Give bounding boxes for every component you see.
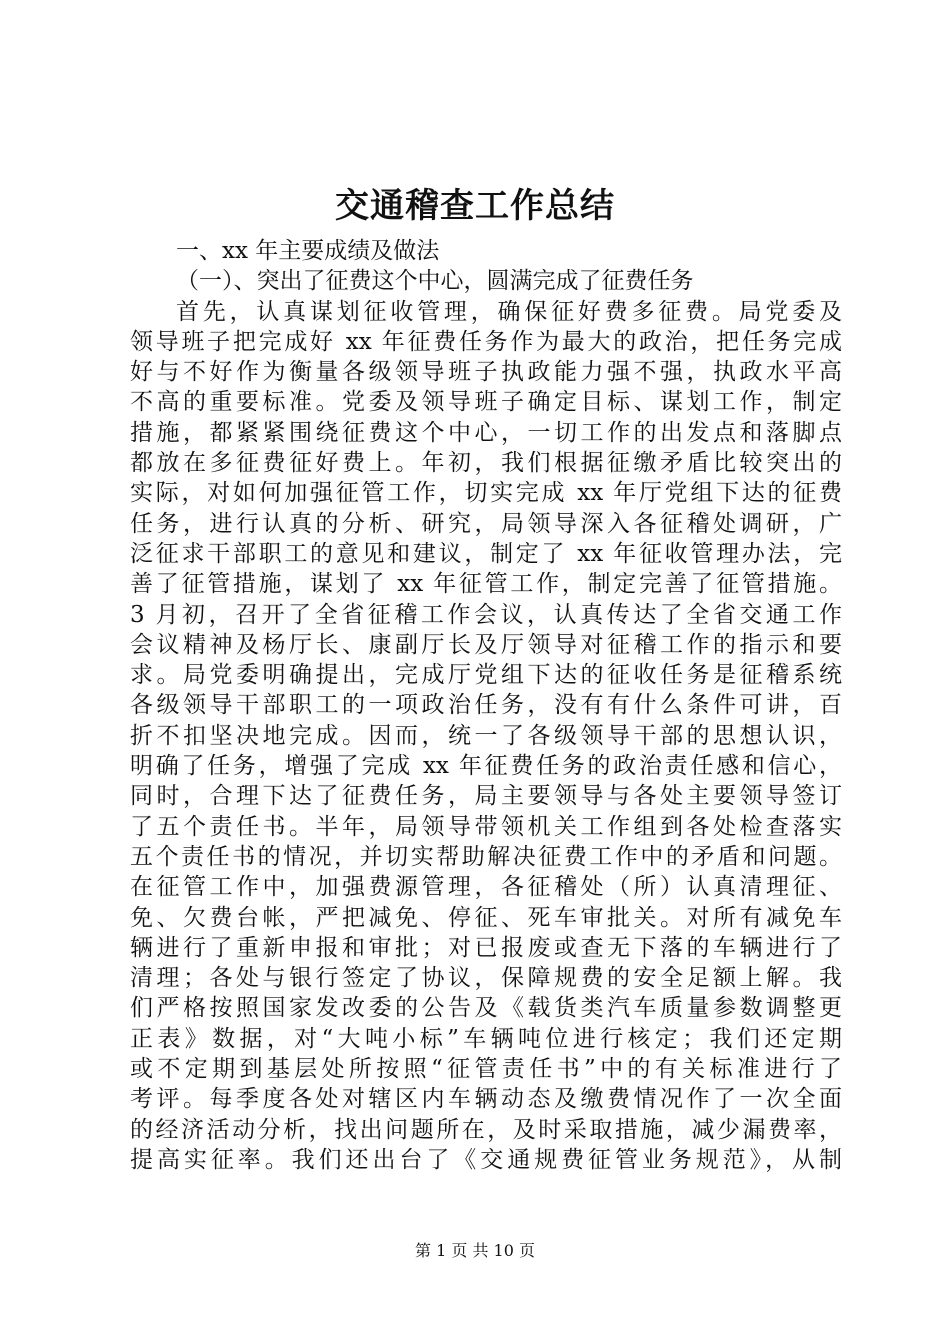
paragraph-line: 领导班子把完成好 xx 年征费任务作为最大的政治，把任务完成 [130, 328, 842, 355]
page-footer: 第 1 页 共 10 页 [415, 1241, 535, 1260]
paragraph-line: 们严格按照国家发改委的公告及《载货类汽车质量参数调整更 [130, 995, 842, 1022]
paragraph-line: 各级领导干部职工的一项政治任务，没有有什么条件可讲，百 [130, 692, 842, 719]
paragraph-line: 折不扣坚决地完成。因而，统一了各级领导干部的思想认识， [130, 722, 842, 749]
paragraph-line: 好与不好作为衡量各级领导班子执政能力强不强，执政水平高 [130, 359, 842, 386]
paragraph-line: 免、欠费台帐，严把减免、停征、死车审批关。对所有减免车 [130, 904, 842, 931]
paragraph-line: 明确了任务，增强了完成 xx 年征费任务的政治责任感和信心， [130, 753, 842, 780]
paragraph-line: 考评。每季度各处对辖区内车辆动态及缴费情况作了一次全面 [130, 1086, 842, 1113]
paragraph-line: 善了征管措施，谋划了 xx 年征管工作，制定完善了征管措施。 [130, 571, 842, 598]
paragraph-line: 了五个责任书。半年，局领导带领机关工作组到各处检查落实 [130, 813, 842, 840]
paragraph-line: 不高的重要标准。党委及领导班子确定目标、谋划工作，制定 [130, 389, 842, 416]
paragraph-line: 措施，都紧紧围绕征费这个中心，一切工作的出发点和落脚点 [130, 419, 842, 446]
document-title: 交通稽查工作总结 [335, 186, 615, 226]
paragraph [130, 297, 842, 1176]
paragraph-line: 3 月初，召开了全省征稽工作会议，认真传达了全省交通工作 [130, 601, 842, 628]
section-heading: 一、xx 年主要成绩及做法 [176, 238, 440, 264]
paragraph-line: 正表》数据，对“大吨小标”车辆吨位进行核定；我们还定期 [130, 1025, 842, 1052]
document-body [130, 236, 842, 1175]
paragraph-line: 的经济活动分析，找出问题所在，及时采取措施，减少漏费率， [130, 1116, 842, 1143]
paragraph-line: 首先，认真谋划征收管理，确保征好费多征费。局党委及 [176, 298, 842, 325]
paragraph-line: 实际，对如何加强征管工作，切实完成 xx 年厅党组下达的征费 [130, 480, 842, 507]
paragraph-line: 在征管工作中，加强费源管理，各征稽处（所）认真清理征、 [130, 874, 842, 901]
subsection-heading: （一）、突出了征费这个中心，圆满完成了征费任务 [176, 268, 694, 295]
paragraph-line: 任务，进行认真的分析、研究，局领导深入各征稽处调研，广 [130, 510, 842, 537]
paragraph-line: 会议精神及杨厅长、康副厅长及厅领导对征稽工作的指示和要 [130, 631, 842, 658]
paragraph-line: 清理；各处与银行签定了协议，保障规费的安全足额上解。我 [130, 965, 842, 992]
paragraph-line: 同时，合理下达了征费任务，局主要领导与各处主要领导签订 [130, 783, 842, 810]
paragraph-line: 提高实征率。我们还出台了《交通规费征管业务规范》，从制 [130, 1146, 842, 1173]
paragraph-line: 辆进行了重新申报和审批；对已报废或查无下落的车辆进行了 [130, 934, 842, 961]
paragraph-line: 泛征求干部职工的意见和建议，制定了 xx 年征收管理办法，完 [130, 540, 842, 567]
paragraph-line: 五个责任书的情况，并切实帮助解决征费工作中的矛盾和问题。 [130, 843, 842, 870]
paragraph-line: 或不定期到基层处所按照“征管责任书”中的有关标准进行了 [130, 1056, 842, 1083]
paragraph-line: 都放在多征费征好费上。年初，我们根据征缴矛盾比较突出的 [130, 450, 842, 477]
paragraph-line: 求。局党委明确提出，完成厅党组下达的征收任务是征稽系统 [130, 662, 842, 689]
